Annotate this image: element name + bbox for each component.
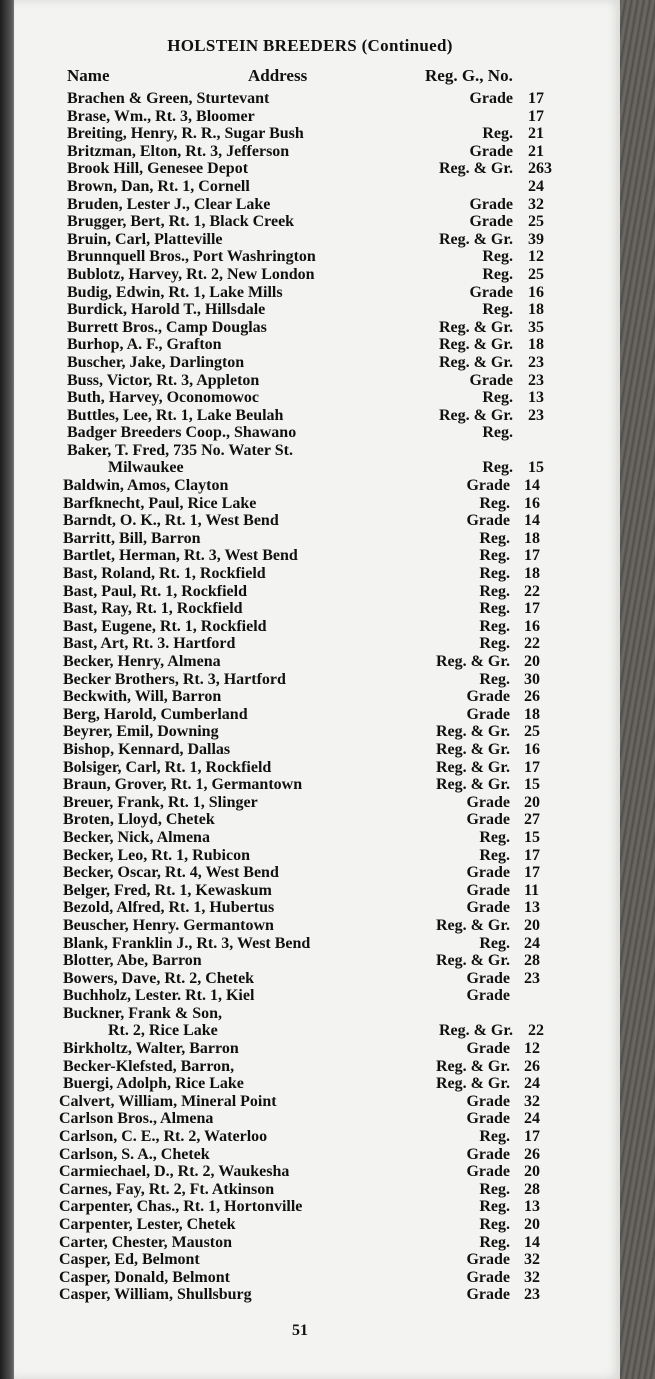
list-item [0, 1022, 620, 1040]
breeder-name: Bruin, Carl, Platteville [67, 230, 223, 248]
breeder-name: Becker, Henry, Almena [63, 653, 221, 670]
herd-count: 21 [528, 142, 544, 160]
herd-count: 26 [524, 1145, 540, 1163]
breeder-name: Bast, Art, Rt. 3. Hartford [63, 635, 236, 653]
registration-grade: Reg. [482, 248, 513, 266]
registration-grade: Grade [466, 793, 510, 811]
list-item [0, 635, 620, 653]
registration-grade: Reg. [479, 600, 510, 618]
herd-count: 25 [528, 265, 544, 283]
list-item [0, 653, 620, 671]
list-item [0, 213, 620, 231]
herd-count: 17 [528, 107, 544, 125]
list-item [0, 688, 620, 706]
registration-grade: Reg. [479, 828, 510, 846]
header-name: Name [67, 66, 110, 85]
registration-grade: Reg. & Gr. [435, 1057, 510, 1075]
herd-count: 17 [524, 864, 540, 882]
breeder-name: Carter, Chester, Mauston [59, 1233, 233, 1251]
registration-grade: Reg. & Gr. [438, 336, 513, 354]
registration-grade: Reg. & Gr. [438, 160, 513, 178]
list-item [0, 196, 620, 214]
breeder-name: Baker, T. Fred, 735 No. Water St. [67, 441, 293, 459]
registration-grade: Grade [466, 987, 510, 1005]
herd-count: 24 [528, 177, 544, 195]
registration-grade: Reg. [479, 1216, 510, 1233]
breeder-name: Becker, Leo, Rt. 1, Rubicon [63, 846, 250, 864]
herd-count: 22 [528, 1022, 544, 1040]
list-item [0, 794, 620, 812]
list-item [0, 759, 620, 777]
breeder-name: Buergi, Adolph, Rice Lake [63, 1075, 244, 1093]
registration-grade: Grade [469, 283, 513, 301]
herd-count: 14 [524, 477, 540, 495]
breeder-name: Beyrer, Emil, Downing [63, 723, 219, 741]
herd-count: 32 [528, 195, 544, 213]
header-address: Address [248, 66, 308, 85]
breeder-name: Blank, Franklin J., Rt. 3, West Bend [63, 934, 311, 952]
list-item [0, 723, 620, 741]
breeder-name: Breuer, Frank, Rt. 1, Slinger [63, 793, 258, 811]
breeder-name: Rt. 2, Rice Lake [108, 1022, 218, 1040]
breeder-name: Bast, Eugene, Rt. 1, Rockfield [63, 617, 267, 635]
herd-count: 13 [528, 389, 544, 407]
list-item [0, 125, 620, 143]
list-item [0, 178, 620, 196]
herd-count: 24 [524, 934, 540, 952]
list-item [0, 882, 620, 900]
registration-grade: Reg. [479, 529, 510, 547]
registration-grade: Reg. & Gr. [438, 353, 513, 371]
registration-grade: Reg. [479, 582, 510, 600]
herd-count: 20 [524, 916, 540, 934]
registration-grade: Reg. [479, 565, 510, 583]
list-item [0, 952, 620, 970]
herd-count: 23 [528, 371, 544, 389]
registration-grade: Grade [469, 90, 513, 107]
herd-count: 15 [524, 776, 540, 794]
registration-grade: Reg. [482, 301, 513, 319]
herd-count: 16 [528, 283, 544, 301]
herd-count: 39 [528, 230, 544, 248]
breeder-name: Calvert, William, Mineral Point [59, 1092, 277, 1110]
breeder-name: Bolsiger, Carl, Rt. 1, Rockfield [63, 758, 272, 776]
list-item [0, 829, 620, 847]
registration-grade: Grade [466, 1286, 510, 1304]
herd-count: 12 [524, 1040, 540, 1058]
breeder-name: Buscher, Jake, Darlington [67, 353, 245, 371]
breeder-name: Milwaukee [108, 459, 184, 477]
herd-count: 20 [524, 1216, 540, 1233]
breeder-name: Bezold, Alfred, Rt. 1, Hubertus [63, 899, 275, 917]
list-item [0, 160, 620, 178]
breeder-name: Carlson, C. E., Rt. 2, Waterloo [59, 1128, 268, 1146]
breeder-name: Carpenter, Lester, Chetek [59, 1216, 236, 1233]
breeder-name: Casper, Ed, Belmont [59, 1251, 200, 1269]
breeder-name: Bast, Roland, Rt. 1, Rockfield [63, 565, 266, 583]
herd-count: 32 [524, 1092, 540, 1110]
list-item [0, 530, 620, 548]
list-item [0, 1234, 620, 1252]
herd-count: 17 [524, 547, 540, 565]
list-item [0, 1269, 620, 1287]
herd-count: 17 [524, 600, 540, 618]
list-item [0, 1146, 620, 1164]
registration-grade: Grade [469, 371, 513, 389]
registration-grade: Reg. & Gr. [438, 1022, 513, 1040]
herd-count: 17 [528, 90, 544, 107]
list-item [0, 1005, 620, 1023]
list-item [0, 389, 620, 407]
registration-grade: Grade [466, 1092, 510, 1110]
registration-grade: Reg. [479, 1180, 510, 1198]
list-item [0, 811, 620, 829]
breeder-name: Buchholz, Lester. Rt. 1, Kiel [63, 987, 255, 1005]
list-item [0, 442, 620, 460]
list-item [0, 1198, 620, 1216]
breeder-name: Bartlet, Herman, Rt. 3, West Bend [63, 547, 298, 565]
list-item [0, 424, 620, 442]
herd-count: 16 [524, 617, 540, 635]
registration-grade: Grade [466, 1163, 510, 1181]
herd-count: 17 [524, 1128, 540, 1146]
registration-grade: Grade [469, 213, 513, 231]
breeder-name: Becker-Klefsted, Barron, [63, 1057, 235, 1075]
registration-grade: Reg. & Gr. [435, 1075, 510, 1093]
registration-grade: Grade [466, 864, 510, 882]
list-item [0, 1286, 620, 1304]
registration-grade: Reg. [479, 547, 510, 565]
registration-grade: Grade [466, 512, 510, 530]
breeder-name: Brown, Dan, Rt. 1, Cornell [67, 177, 250, 195]
list-item [0, 354, 620, 372]
registration-grade: Grade [466, 705, 510, 723]
registration-grade: Reg. [482, 265, 513, 283]
registration-grade: Reg. [479, 1198, 510, 1216]
header-reg-no: Reg. G., No. [425, 66, 513, 85]
herd-count: 18 [524, 529, 540, 547]
breeder-name: Bowers, Dave, Rt. 2, Chetek [63, 969, 255, 987]
herd-count: 15 [528, 459, 544, 477]
registration-grade: Reg. [482, 389, 513, 407]
herd-count: 23 [524, 969, 540, 987]
breeder-name: Braun, Grover, Rt. 1, Germantown [63, 776, 303, 794]
list-item [0, 987, 620, 1005]
registration-grade: Reg. & Gr. [435, 758, 510, 776]
list-item [0, 90, 620, 108]
registration-grade: Reg. [479, 670, 510, 688]
herd-count: 24 [524, 1075, 540, 1093]
list-item [0, 512, 620, 530]
breeder-name: Carpenter, Chas., Rt. 1, Hortonville [59, 1198, 303, 1216]
herd-count: 25 [524, 723, 540, 741]
list-item [0, 1181, 620, 1199]
list-item [0, 477, 620, 495]
list-item [0, 1093, 620, 1111]
registration-grade: Grade [466, 1268, 510, 1286]
list-item [0, 407, 620, 425]
breeder-name: Becker, Oscar, Rt. 4, West Bend [63, 864, 279, 882]
list-item [0, 495, 620, 513]
herd-count: 22 [524, 635, 540, 653]
list-item [0, 618, 620, 636]
page-title: HOLSTEIN BREEDERS (Continued) [167, 36, 453, 55]
breeder-name: Bruden, Lester J., Clear Lake [67, 195, 271, 213]
list-item [0, 600, 620, 618]
registration-grade: Grade [466, 881, 510, 899]
breeder-name: Becker, Nick, Almena [63, 828, 210, 846]
herd-count: 27 [524, 811, 540, 829]
list-item [0, 1075, 620, 1093]
breeder-name: Barritt, Bill, Barron [63, 529, 201, 547]
list-item [0, 776, 620, 794]
page-edge [620, 0, 655, 1379]
herd-count: 24 [524, 1110, 540, 1128]
herd-count: 13 [524, 1198, 540, 1216]
breeder-name: Berg, Harold, Cumberland [63, 705, 248, 723]
registration-grade: Reg. & Gr. [435, 776, 510, 794]
registration-grade: Reg. & Gr. [435, 723, 510, 741]
list-item [0, 231, 620, 249]
breeder-list [0, 90, 620, 1304]
breeder-name: Buttles, Lee, Rt. 1, Lake Beulah [67, 406, 284, 424]
list-item [0, 1058, 620, 1076]
herd-count: 16 [524, 740, 540, 758]
registration-grade: Reg. [482, 459, 513, 477]
list-item [0, 248, 620, 266]
breeder-name: Casper, William, Shullsburg [59, 1286, 252, 1304]
breeder-name: Britzman, Elton, Rt. 3, Jefferson [67, 142, 290, 160]
breeder-name: Burhop, A. F., Grafton [67, 336, 222, 354]
breeder-name: Burrett Bros., Camp Douglas [67, 318, 267, 336]
breeder-name: Buckner, Frank & Son, [63, 1004, 222, 1022]
herd-count: 20 [524, 793, 540, 811]
registration-grade: Grade [466, 811, 510, 829]
registration-grade: Grade [466, 1251, 510, 1269]
list-item [0, 108, 620, 126]
herd-count: 14 [524, 1233, 540, 1251]
breeder-name: Breiting, Henry, R. R., Sugar Bush [67, 125, 304, 143]
list-item [0, 284, 620, 302]
registration-grade: Grade [469, 195, 513, 213]
list-item [0, 1110, 620, 1128]
herd-count: 30 [524, 670, 540, 688]
registration-grade: Reg. & Gr. [438, 406, 513, 424]
list-item [0, 266, 620, 284]
breeder-name: Carlson Bros., Almena [59, 1110, 214, 1128]
breeder-name: Budig, Edwin, Rt. 1, Lake Mills [67, 283, 283, 301]
breeder-name: Becker Brothers, Rt. 3, Hartford [63, 670, 286, 688]
registration-grade: Reg. & Gr. [435, 952, 510, 970]
breeder-name: Barfknecht, Paul, Rice Lake [63, 494, 257, 512]
list-item [0, 1040, 620, 1058]
herd-count: 23 [528, 406, 544, 424]
herd-count: 14 [524, 512, 540, 530]
breeder-name: Badger Breeders Coop., Shawano [67, 424, 297, 442]
registration-grade: Reg. & Gr. [435, 653, 510, 670]
list-item [0, 706, 620, 724]
breeder-name: Casper, Donald, Belmont [59, 1268, 230, 1286]
herd-count: 15 [524, 828, 540, 846]
breeder-name: Belger, Fred, Rt. 1, Kewaskum [63, 881, 272, 899]
registration-grade: Reg. [482, 125, 513, 143]
breeder-name: Barndt, O. K., Rt. 1, West Bend [63, 512, 279, 530]
herd-count: 18 [524, 705, 540, 723]
herd-count: 21 [528, 125, 544, 143]
herd-count: 32 [524, 1268, 540, 1286]
herd-count: 17 [524, 758, 540, 776]
list-item [0, 970, 620, 988]
breeder-name: Carmiechael, D., Rt. 2, Waukesha [59, 1163, 290, 1181]
list-item [0, 935, 620, 953]
registration-grade: Reg. [479, 494, 510, 512]
breeder-name: Brunnquell Bros., Port Washrington [67, 248, 316, 266]
breeder-name: Carlson, S. A., Chetek [59, 1145, 210, 1163]
breeder-name: Brook Hill, Genesee Depot [67, 160, 249, 178]
registration-grade: Grade [466, 477, 510, 495]
herd-count: 17 [524, 846, 540, 864]
herd-count: 26 [524, 688, 540, 706]
registration-grade: Reg. [479, 934, 510, 952]
list-item [0, 319, 620, 337]
breeder-name: Brachen & Green, Sturtevant [67, 90, 270, 107]
breeder-name: Bast, Paul, Rt. 1, Rockfield [63, 582, 247, 600]
list-item [0, 1251, 620, 1269]
list-item [0, 1216, 620, 1234]
registration-grade: Grade [466, 1040, 510, 1058]
herd-count: 263 [528, 160, 552, 178]
list-item [0, 565, 620, 583]
herd-count: 12 [528, 248, 544, 266]
registration-grade: Grade [466, 688, 510, 706]
herd-count: 18 [528, 336, 544, 354]
herd-count: 26 [524, 1057, 540, 1075]
list-item [0, 459, 620, 477]
registration-grade: Reg. & Gr. [438, 230, 513, 248]
breeder-name: Brugger, Bert, Rt. 1, Black Creek [67, 213, 295, 231]
breeder-name: Baldwin, Amos, Clayton [63, 477, 229, 495]
registration-grade: Grade [466, 1145, 510, 1163]
herd-count: 22 [524, 582, 540, 600]
registration-grade: Reg. [479, 1128, 510, 1146]
herd-count: 18 [524, 565, 540, 583]
registration-grade: Reg. [479, 1233, 510, 1251]
herd-count: 35 [528, 318, 544, 336]
registration-grade: Reg. [479, 617, 510, 635]
breeder-name: Blotter, Abe, Barron [63, 952, 202, 970]
list-item [0, 1128, 620, 1146]
list-item [0, 301, 620, 319]
registration-grade: Reg. & Gr. [438, 318, 513, 336]
list-item [0, 864, 620, 882]
list-item [0, 547, 620, 565]
registration-grade: Reg. [482, 424, 513, 442]
herd-count: 16 [524, 494, 540, 512]
registration-grade: Reg. & Gr. [435, 916, 510, 934]
herd-count: 32 [524, 1251, 540, 1269]
herd-count: 11 [524, 881, 540, 899]
breeder-name: Birkholtz, Walter, Barron [63, 1040, 239, 1058]
herd-count: 23 [528, 353, 544, 371]
breeder-name: Bishop, Kennard, Dallas [63, 740, 231, 758]
herd-count: 20 [524, 653, 540, 670]
registration-grade: Reg. [479, 846, 510, 864]
list-item [0, 741, 620, 759]
herd-count: 20 [524, 1163, 540, 1181]
list-item [0, 336, 620, 354]
breeder-name: Burdick, Harold T., Hillsdale [67, 301, 266, 319]
registration-grade: Grade [466, 1110, 510, 1128]
breeder-name: Bast, Ray, Rt. 1, Rockfield [63, 600, 243, 618]
herd-count: 25 [528, 213, 544, 231]
herd-count: 28 [524, 952, 540, 970]
herd-count: 23 [524, 1286, 540, 1304]
registration-grade: Reg. [479, 635, 510, 653]
breeder-name: Beckwith, Will, Barron [63, 688, 222, 706]
herd-count: 13 [524, 899, 540, 917]
breeder-name: Broten, Lloyd, Chetek [63, 811, 215, 829]
breeder-name: Brase, Wm., Rt. 3, Bloomer [67, 107, 255, 125]
list-item [0, 372, 620, 390]
page-number: 51 [292, 1322, 308, 1339]
list-item [0, 1163, 620, 1181]
registration-grade: Grade [466, 899, 510, 917]
breeder-name: Buss, Victor, Rt. 3, Appleton [67, 371, 260, 389]
registration-grade: Grade [469, 142, 513, 160]
list-item [0, 671, 620, 689]
list-item [0, 899, 620, 917]
breeder-name: Buth, Harvey, Oconomowoc [67, 389, 259, 407]
herd-count: 18 [528, 301, 544, 319]
breeder-name: Bublotz, Harvey, Rt. 2, New London [67, 265, 315, 283]
herd-count: 28 [524, 1180, 540, 1198]
breeder-name: Beuscher, Henry. Germantown [63, 916, 274, 934]
list-item [0, 847, 620, 865]
list-item [0, 917, 620, 935]
list-item [0, 583, 620, 601]
registration-grade: Grade [466, 969, 510, 987]
registration-grade: Reg. & Gr. [435, 740, 510, 758]
breeder-name: Carnes, Fay, Rt. 2, Ft. Atkinson [59, 1180, 275, 1198]
list-item [0, 143, 620, 161]
